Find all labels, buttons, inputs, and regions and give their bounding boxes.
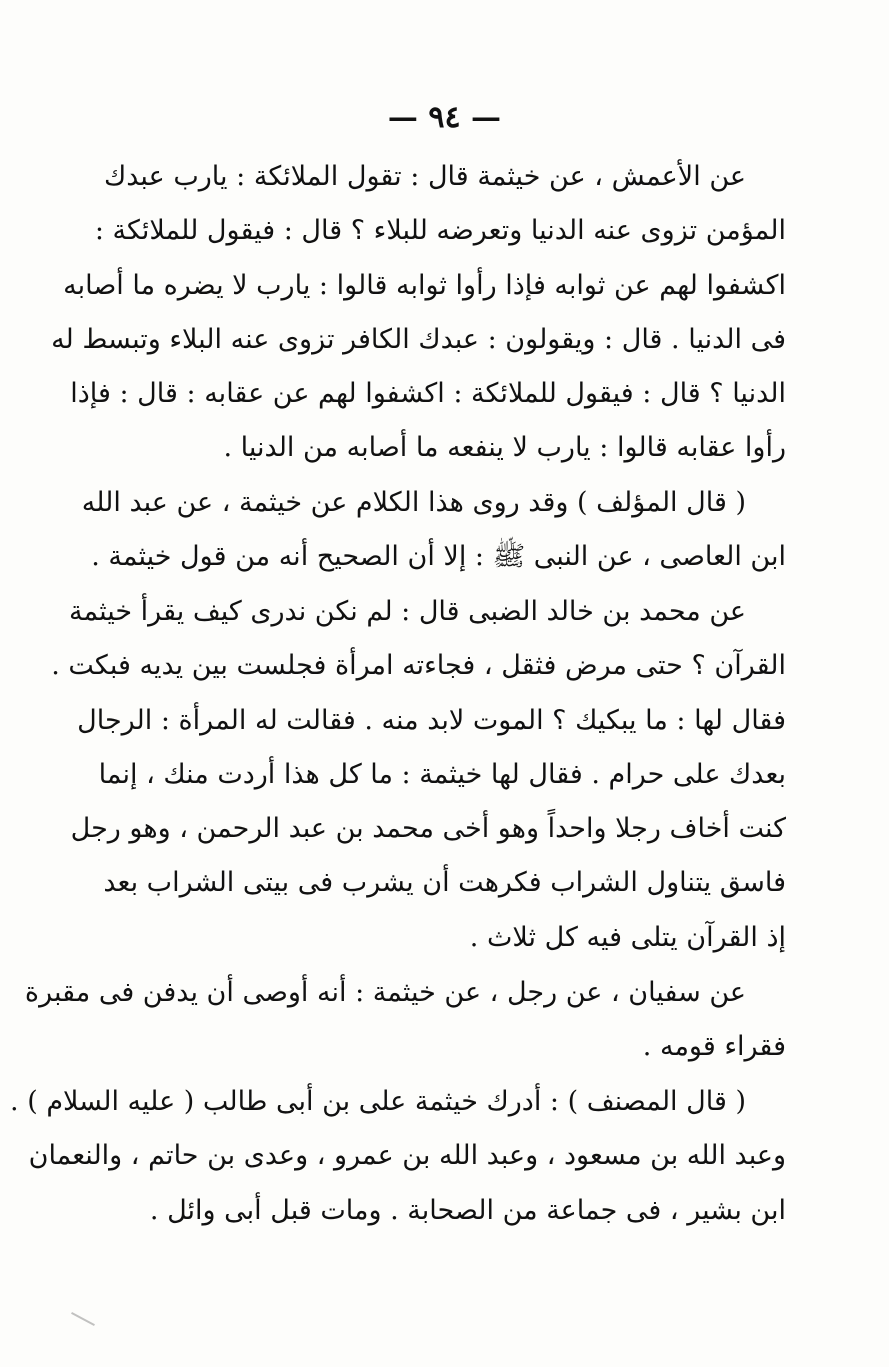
scan-mark: [71, 1312, 95, 1326]
paragraph-3: [51, 585, 786, 965]
text-line: اكشفوا لهم عن ثوابه فإذا رأوا ثوابه قالوا : يارب لا يضره ما أصابه: [63, 269, 786, 301]
text-line: ( قال المؤلف ) وقد روى هذا الكلام عن خيثمة ، عن عبد الله: [81, 487, 746, 518]
text-line: فقال لها : ما يبكيك ؟ الموت لابد منه . فقالت له المرأة : الرجال: [77, 704, 786, 736]
text-line: ( قال المصنف ) : أدرك خيثمة على بن أبى طالب ( عليه السلام ) .: [10, 1086, 746, 1117]
text-line: فى الدنيا . قال : ويقولون : عبدك الكافر تزوى عنه البلاء وتبسط له: [51, 323, 786, 355]
text-line: عن محمد بن خالد الضبى قال : لم نكن ندرى كيف يقرأ خيثمة: [69, 596, 746, 627]
text-line: وعبد الله بن مسعود ، وعبد الله بن عمرو ، وعدى بن حاتم ، والنعمان: [28, 1140, 786, 1172]
text-line: المؤمن تزوى عنه الدنيا وتعرضه للبلاء ؟ قال : فيقول للملائكة :: [94, 215, 786, 247]
text-line: رأوا عقابه قالوا : يارب لا ينفعه ما أصابه من الدنيا .: [223, 432, 786, 464]
paragraph-4: [24, 966, 786, 1075]
page-number: — ٩٤ —: [387, 100, 502, 135]
text-line: كنت أخاف رجلا واحداً وهو أخى محمد بن عبد الرحمن ، وهو رجل: [70, 813, 786, 845]
text-line: الدنيا ؟ قال : فيقول للملائكة : اكشفوا لهم عن عقابه : قال : فإذا: [70, 378, 786, 410]
text-line: ابن بشير ، فى جماعة من الصحابة . ومات قبل أبى وائل .: [149, 1194, 786, 1226]
text-line: بعدك على حرام . فقال لها خيثمة : ما كل هذا أردت منك ، إنما: [98, 758, 786, 790]
text-line: فاسق يتناول الشراب فكرهت أن يشرب فى بيتى الشراب بعد: [103, 867, 786, 899]
text-line: القرآن ؟ حتى مرض فثقل ، فجاءته امرأة فجلست بين يديه فبكت .: [51, 650, 786, 682]
text-line: عن الأعمش ، عن خيثمة قال : تقول الملائكة : يارب عبدك: [104, 161, 746, 192]
text-line: عن سفيان ، عن رجل ، عن خيثمة : أنه أوصى أن يدفن فى مقبرة: [24, 977, 746, 1008]
paragraph-1: [51, 150, 786, 476]
text-line: ابن العاصى ، عن النبى ﷺ : إلا أن الصحيح أنه من قول خيثمة .: [91, 541, 786, 573]
text-line: فقراء قومه .: [642, 1031, 786, 1063]
paragraph-5: [10, 1075, 786, 1238]
paragraph-2: [81, 476, 786, 585]
text-line: إذ القرآن يتلى فيه كل ثلاث .: [469, 921, 786, 953]
